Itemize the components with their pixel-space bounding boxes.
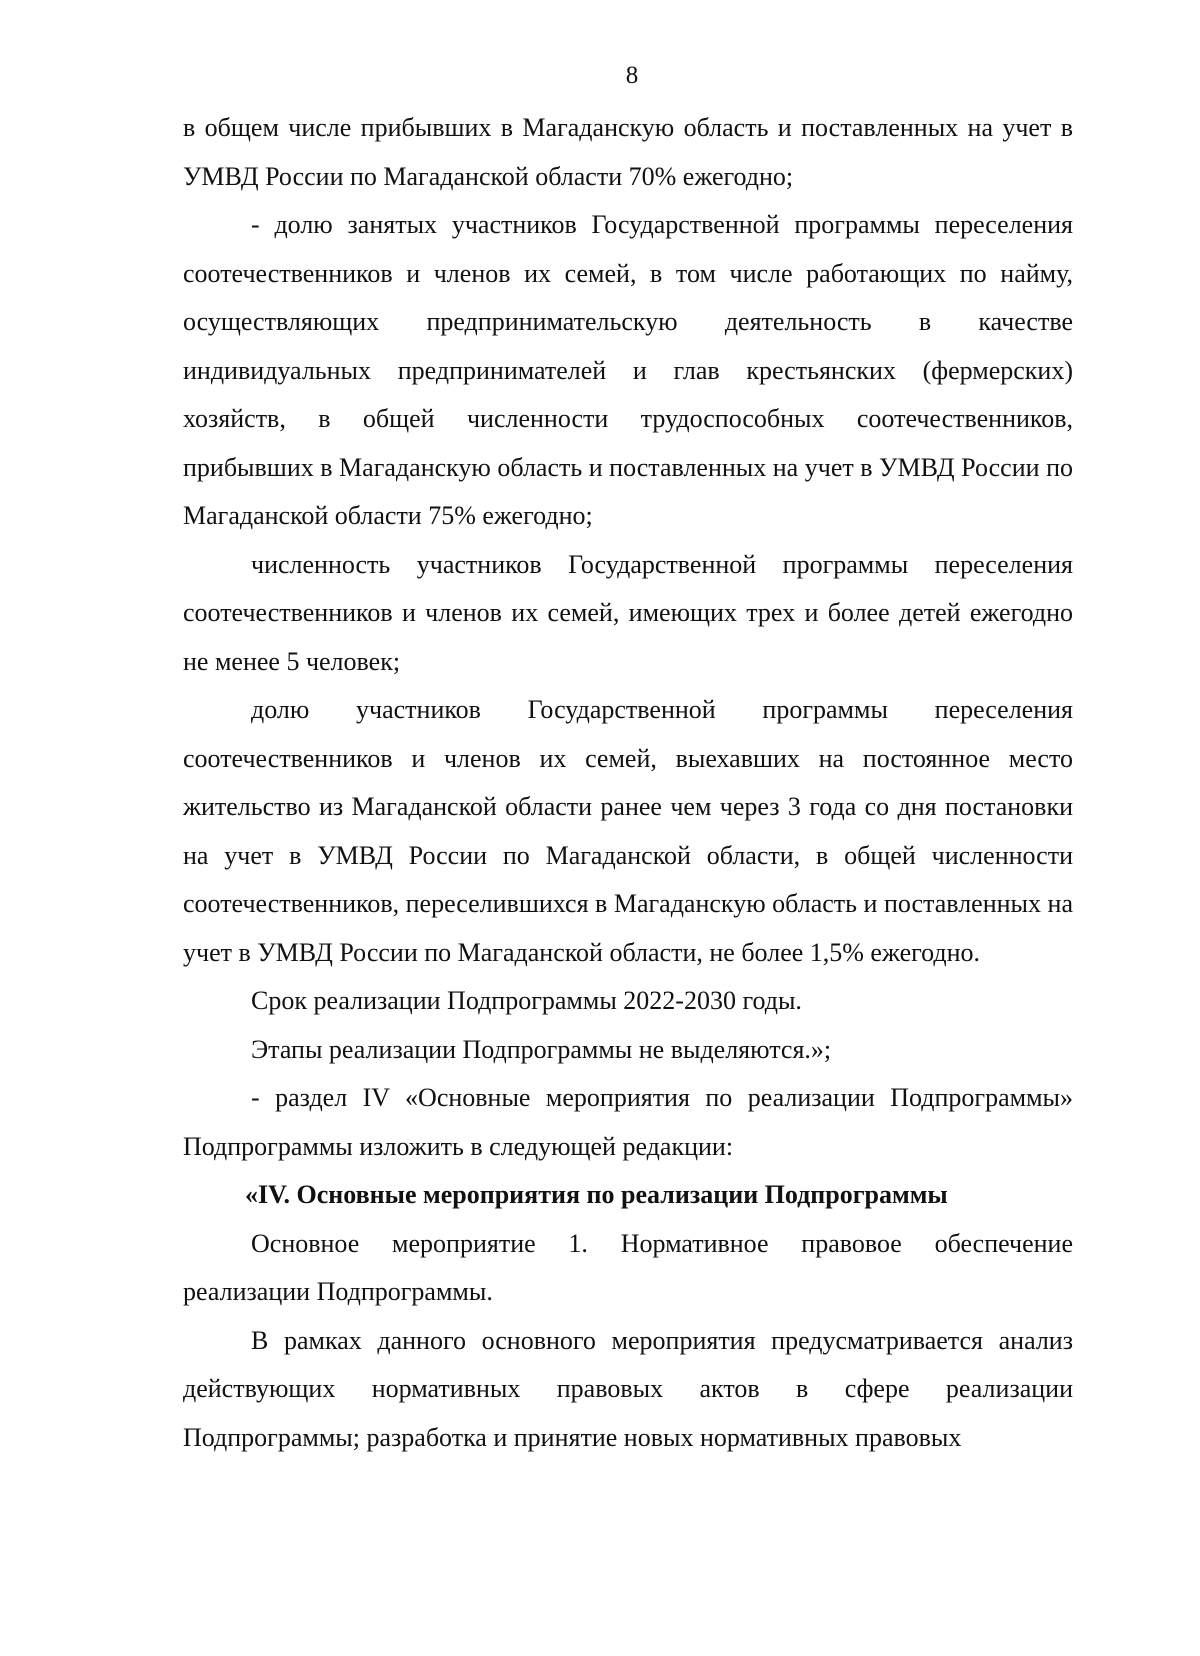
document-body — [183, 104, 1073, 1462]
page-number: 8 — [625, 62, 639, 89]
paragraph-section-amendment: - раздел IV «Основные мероприятия по реализации Подпрограммы» Подпрограммы изложить в следующей редакции: — [183, 1083, 1073, 1161]
paragraph-implementation-stages: Этапы реализации Подпрограммы не выделяются.»; — [251, 1034, 832, 1064]
paragraph-continuation: в общем числе прибывших в Магаданскую область и поставленных на учет в УМВД России по Магаданской области 70% ежегодно; — [183, 113, 1073, 191]
paragraph-large-families: численность участников Государственной программы переселения соотечественников и членов их семей, имеющих трех и более детей ежегодно не менее 5 человек; — [183, 549, 1073, 676]
paragraph-main-activity-1: Основное мероприятие 1. Нормативное правовое обеспечение реализации Подпрограммы. — [183, 1228, 1073, 1306]
paragraph-implementation-period: Срок реализации Подпрограммы 2022-2030 годы. — [251, 986, 802, 1015]
section-heading: «IV. Основные мероприятия по реализации Подпрограммы — [245, 1180, 948, 1209]
paragraph-employed-share: - долю занятых участников Государственной программы переселения соотечественников и членов их семей, в том числе работающих по найму, осуществляющих предпринимательскую деятельность в качестве индивидуальных предпринимателей и глав крестьянских (фермерских) хозяйств, в общей численности трудоспособных соотечественников, прибывших в Магаданскую область и поставленных на учет в УМВД России по Магаданской области 75% ежегодно; — [183, 210, 1073, 530]
paragraph-activity-description: В рамках данного основного мероприятия предусматривается анализ действующих нормативных правовых актов в сфере реализации Подпрограммы; разработка и принятие новых нормативных правовых — [183, 1325, 1073, 1452]
paragraph-departed-share: долю участников Государственной программы переселения соотечественников и членов их семей, выехавших на постоянное место жительство из Магаданской области ранее чем через 3 года со дня постановки на учет в УМВД России по Магаданской области, в общей численности соотечественников, переселившихся в Магаданскую область и поставленных на учет в УМВД России по Магаданской области, не более 1,5% ежегодно. — [183, 695, 1073, 967]
